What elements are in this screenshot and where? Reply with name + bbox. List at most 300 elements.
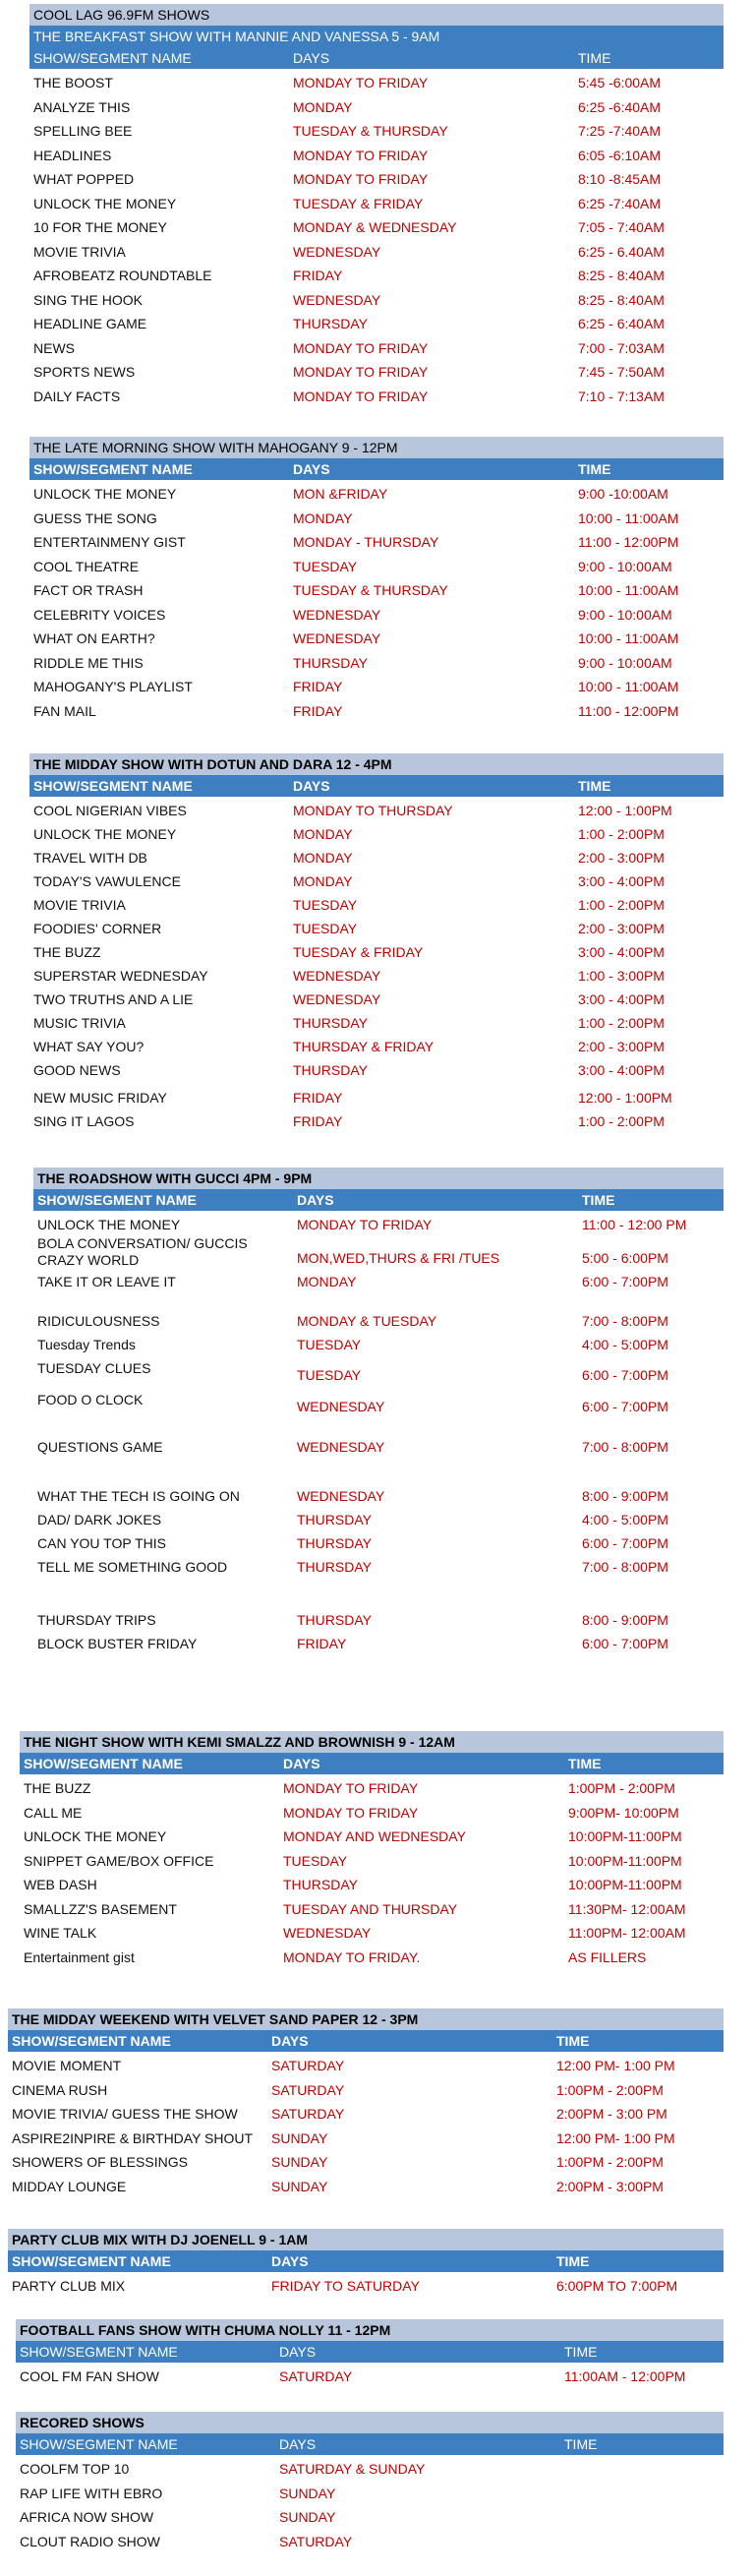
table-row	[20, 1946, 724, 1969]
segment-time: 2:00 - 3:00PM	[578, 1039, 665, 1054]
segment-time: 7:00 - 7:03AM	[578, 339, 665, 356]
segment-time: 6:25 -6:40AM	[578, 98, 662, 115]
segment-days: TUESDAY	[297, 1367, 362, 1383]
segment-name: WHAT ON EARTH?	[33, 630, 155, 646]
segment-name: SING THE HOOK	[33, 291, 143, 308]
segment-time: 3:00 - 4:00PM	[578, 873, 665, 889]
segment-days: THURSDAY	[283, 1877, 358, 1892]
column-header-days: DAYS	[271, 2253, 309, 2269]
segment-days: SUNDAY	[271, 2129, 328, 2146]
segment-time: 10:00PM-11:00PM	[568, 1852, 682, 1869]
segment-time: 5:45 -6:00AM	[578, 75, 662, 90]
segment-days: THURSDAY	[297, 1612, 372, 1628]
segment-days: FRIDAY	[293, 702, 343, 719]
segment-days: SUNDAY	[271, 2154, 328, 2170]
segment-name: WHAT SAY YOU?	[33, 1039, 145, 1054]
column-header	[8, 2030, 724, 2052]
section-title: RECORED SHOWS	[16, 2412, 724, 2433]
segment-days: TUESDAY	[283, 1852, 348, 1869]
table-row	[29, 675, 724, 698]
segment-days: MON,WED,THURS & FRI /TUES	[297, 1250, 500, 1266]
segment-days: SATURDAY	[279, 2533, 353, 2549]
segment-name: MOVIE TRIVIA/ GUESS THE SHOW	[12, 2106, 238, 2122]
segment-name: RIDICULOUSNESS	[37, 1313, 160, 1329]
table-row	[33, 1435, 724, 1459]
table-row	[29, 651, 724, 675]
segment-name: GOOD NEWS	[33, 1062, 121, 1078]
table-row	[20, 1897, 724, 1921]
segment-time: 5:00 - 6:00PM	[582, 1250, 668, 1266]
column-header-days: DAYS	[297, 1192, 334, 1208]
table-row	[33, 1632, 724, 1655]
segment-time: 6:25 - 6:40AM	[578, 316, 665, 331]
table-row	[20, 1873, 724, 1896]
column-header-days: DAYS	[293, 778, 330, 794]
segment-time: 4:00 - 5:00PM	[582, 1512, 668, 1528]
segment-days: MONDAY	[293, 850, 353, 866]
segment-name: FAN MAIL	[33, 702, 96, 719]
segment-name: SHOWERS OF BLESSINGS	[12, 2154, 188, 2170]
segment-name: GUESS THE SONG	[33, 509, 157, 526]
table-row	[29, 869, 724, 893]
segment-days: SUNDAY	[271, 2178, 328, 2194]
table-row	[29, 482, 724, 506]
segment-days: FRIDAY	[293, 1090, 343, 1106]
column-header-segment: SHOW/SEGMENT NAME	[12, 2033, 171, 2049]
segment-time: 9:00 - 10:00AM	[578, 606, 672, 623]
segment-time: 10:00 - 11:00AM	[578, 630, 679, 646]
segment-days: THURSDAY	[297, 1535, 372, 1551]
segment-days: MONDAY TO FRIDAY	[283, 1804, 419, 1821]
segment-days: TUESDAY & THURSDAY	[293, 123, 448, 139]
segment-time: 11:00PM- 12:00AM	[568, 1925, 686, 1941]
table-row	[29, 507, 724, 530]
column-header	[8, 2250, 724, 2272]
table-row	[33, 1309, 724, 1333]
table-row	[8, 2078, 724, 2102]
segment-time: 9:00 - 10:00AM	[578, 654, 672, 671]
segment-time: 3:00 - 4:00PM	[578, 944, 665, 960]
table-row	[29, 917, 724, 940]
segment-name: MOVIE TRIVIA	[33, 897, 126, 913]
column-header	[20, 1753, 724, 1774]
table-row	[33, 1388, 724, 1414]
segment-days: TUESDAY	[293, 921, 358, 936]
table-row	[29, 192, 724, 215]
segment-time: 1:00 - 3:00PM	[578, 968, 665, 984]
segment-name: THE BOOST	[33, 75, 113, 90]
segment-days: WEDNESDAY	[293, 968, 381, 984]
segment-time: 6:00 - 7:00PM	[582, 1274, 668, 1289]
table-row	[29, 530, 724, 554]
segment-name: QUESTIONS GAME	[37, 1439, 163, 1455]
section-title: THE ROADSHOW WITH GUCCI 4PM - 9PM	[33, 1168, 724, 1189]
section-title: PARTY CLUB MIX WITH DJ JOENELL 9 - 1AM	[8, 2229, 724, 2250]
table-row	[29, 360, 724, 384]
segment-name: THURSDAY TRIPS	[37, 1612, 156, 1628]
column-header-time: TIME	[556, 2033, 590, 2049]
segment-name: MOVIE TRIVIA	[33, 243, 126, 260]
table-row	[33, 1270, 724, 1293]
segment-time: 2:00PM - 3:00 PM	[556, 2106, 667, 2122]
segment-time: 6:00 - 7:00PM	[582, 1367, 668, 1383]
segment-name: SING IT LAGOS	[33, 1113, 135, 1129]
section-title: THE BREAKFAST SHOW WITH MANNIE AND VANESSA 5 - 9AM	[29, 26, 724, 47]
segment-time: 1:00PM - 2:00PM	[556, 2154, 664, 2170]
column-header-days: DAYS	[271, 2033, 309, 2049]
segment-days: FRIDAY	[297, 1636, 347, 1651]
table-row	[33, 1333, 724, 1356]
segment-name: TELL ME SOMETHING GOOD	[37, 1559, 228, 1575]
segment-time: 6:25 - 6.40AM	[578, 243, 665, 260]
table-row	[29, 167, 724, 191]
segment-name: RIDDLE ME THIS	[33, 654, 144, 671]
segment-days: MONDAY TO FRIDAY	[293, 147, 429, 163]
table-row	[29, 1035, 724, 1058]
table-row	[29, 1011, 724, 1035]
table-row	[29, 264, 724, 287]
segment-name: BOLA CONVERSATION/ GUCCIS CRAZY WORLD	[37, 1235, 248, 1268]
table-row	[8, 2054, 724, 2077]
segment-days: MONDAY	[293, 873, 353, 889]
segment-days: MONDAY TO FRIDAY	[293, 388, 429, 404]
segment-days: FRIDAY	[293, 1113, 343, 1129]
segment-days: FRIDAY	[293, 679, 343, 694]
segment-days: FRIDAY	[293, 268, 343, 283]
segment-name: TRAVEL WITH DB	[33, 850, 147, 866]
segment-days: FRIDAY TO SATURDAY	[271, 2278, 420, 2294]
column-header-time: TIME	[582, 1192, 615, 1208]
section-title: THE NIGHT SHOW WITH KEMI SMALZZ AND BROWNISH 9 - 12AM	[20, 1731, 724, 1753]
segment-name: THE BUZZ	[33, 944, 101, 960]
table-row	[33, 1508, 724, 1531]
column-header-time: TIME	[578, 778, 611, 794]
segment-name: UNLOCK THE MONEY	[33, 195, 177, 211]
segment-name: UNLOCK THE MONEY	[37, 1217, 181, 1232]
segment-days: WEDNESDAY	[293, 991, 381, 1007]
column-header-days: DAYS	[293, 461, 330, 477]
segment-time: 8:25 - 8:40AM	[578, 268, 665, 283]
segment-time: 1:00PM - 2:00PM	[556, 2081, 664, 2098]
segment-days: MONDAY	[293, 98, 353, 115]
segment-days: THURSDAY	[297, 1559, 372, 1575]
segment-time: 11:00AM - 12:00PM	[564, 2368, 686, 2384]
segment-name: WHAT POPPED	[33, 171, 135, 187]
segment-days: SATURDAY	[279, 2368, 353, 2384]
section-title: FOOTBALL FANS SHOW WITH CHUMA NOLLY 11 - 12PM	[16, 2319, 724, 2341]
segment-days: MONDAY AND WEDNESDAY	[283, 1828, 466, 1844]
segment-time: 9:00PM- 10:00PM	[568, 1804, 679, 1821]
segment-days: SUNDAY	[279, 2509, 336, 2525]
table-row	[29, 1109, 724, 1133]
segment-days: MONDAY	[293, 509, 353, 526]
segment-name: WINE TALK	[24, 1925, 97, 1941]
segment-name: BLOCK BUSTER FRIDAY	[37, 1636, 198, 1651]
segment-name: SPELLING BEE	[33, 123, 133, 139]
segment-time: 12:00 PM- 1:00 PM	[556, 2129, 675, 2146]
column-header-segment: SHOW/SEGMENT NAME	[33, 461, 193, 477]
segment-days: THURSDAY & FRIDAY	[293, 1039, 434, 1054]
segment-days: MONDAY TO THURSDAY	[293, 803, 453, 818]
column-header-days: DAYS	[279, 2436, 317, 2452]
table-row	[16, 2457, 724, 2481]
segment-time: 6:25 -7:40AM	[578, 195, 662, 211]
segment-name: CINEMA RUSH	[12, 2081, 108, 2098]
segment-time: 2:00 - 3:00PM	[578, 850, 665, 866]
segment-days: MONDAY - THURSDAY	[293, 534, 439, 550]
segment-time: 11:30PM- 12:00AM	[568, 1900, 686, 1917]
table-row	[29, 578, 724, 602]
segment-name: CELEBRITY VOICES	[33, 606, 166, 623]
table-row	[29, 988, 724, 1011]
table-row	[29, 555, 724, 578]
segment-days: MONDAY TO FRIDAY	[293, 364, 429, 380]
column-header	[29, 458, 724, 480]
segment-name: Tuesday Trends	[37, 1337, 136, 1352]
segment-days: SATURDAY & SUNDAY	[279, 2461, 426, 2477]
segment-name: COOL FM FAN SHOW	[20, 2368, 159, 2384]
column-header	[29, 47, 724, 69]
column-header-time: TIME	[578, 50, 611, 66]
segment-name: DAILY FACTS	[33, 388, 121, 404]
segment-name: ANALYZE THIS	[33, 98, 131, 115]
segment-name: COOL NIGERIAN VIBES	[33, 803, 187, 818]
segment-days: THURSDAY	[297, 1512, 372, 1528]
segment-name: FOODIES' CORNER	[33, 921, 162, 936]
column-header	[33, 1189, 724, 1211]
segment-time: 6:00PM TO 7:00PM	[556, 2278, 678, 2294]
column-header-segment: SHOW/SEGMENT NAME	[33, 778, 193, 794]
table-row	[29, 144, 724, 167]
table-row	[8, 2175, 724, 2198]
segment-time: 6:00 - 7:00PM	[582, 1535, 668, 1551]
segment-time: 11:00 - 12:00 PM	[582, 1217, 687, 1232]
table-row	[8, 2150, 724, 2174]
table-row	[29, 215, 724, 239]
table-row	[16, 2505, 724, 2529]
segment-days: WEDNESDAY	[297, 1399, 385, 1414]
segment-name: Entertainment gist	[24, 1948, 135, 1965]
segment-name: CLOUT RADIO SHOW	[20, 2533, 160, 2549]
table-row	[29, 964, 724, 988]
section-title: THE LATE MORNING SHOW WITH MAHOGANY 9 - 12PM	[29, 437, 724, 458]
table-row	[20, 1849, 724, 1873]
segment-name: UNLOCK THE MONEY	[33, 486, 177, 502]
segment-name: SUPERSTAR WEDNESDAY	[33, 968, 208, 984]
segment-name: 10 FOR THE MONEY	[33, 219, 167, 235]
segment-name: ASPIRE2INPIRE & BIRTHDAY SHOUT	[12, 2129, 254, 2146]
segment-days: WEDNESDAY	[297, 1488, 385, 1504]
segment-name: DAD/ DARK JOKES	[37, 1512, 162, 1528]
column-header	[16, 2433, 724, 2455]
segment-name: HEADLINES	[33, 147, 112, 163]
segment-time: 1:00 - 2:00PM	[578, 1113, 665, 1129]
segment-name: TWO TRUTHS AND A LIE	[33, 991, 194, 1007]
table-row	[33, 1213, 724, 1236]
segment-days: WEDNESDAY	[293, 630, 381, 646]
table-row	[29, 119, 724, 143]
column-header-time: TIME	[578, 461, 611, 477]
segment-time: 7:05 - 7:40AM	[578, 219, 665, 235]
table-row	[20, 1776, 724, 1800]
segment-time: 9:00 -10:00AM	[578, 486, 668, 502]
table-row	[29, 1058, 724, 1082]
segment-time: 7:45 - 7:50AM	[578, 364, 665, 380]
segment-time: 1:00 - 2:00PM	[578, 897, 665, 913]
segment-days: THURSDAY	[293, 1015, 368, 1031]
column-header-segment: SHOW/SEGMENT NAME	[20, 2344, 178, 2360]
table-row	[29, 288, 724, 312]
table-row	[33, 1484, 724, 1508]
table-row	[29, 940, 724, 964]
segment-name: HEADLINE GAME	[33, 316, 147, 331]
segment-time: 8:10 -8:45AM	[578, 171, 662, 187]
column-header-time: TIME	[568, 1756, 602, 1771]
segment-days: SATURDAY	[271, 2058, 345, 2073]
segment-days: WEDNESDAY	[297, 1439, 385, 1455]
table-row	[29, 71, 724, 94]
segment-days: MON &FRIDAY	[293, 486, 388, 502]
segment-days: TUESDAY AND THURSDAY	[283, 1900, 458, 1917]
segment-time: 7:00 - 8:00PM	[582, 1439, 668, 1455]
segment-time: 7:10 - 7:13AM	[578, 388, 665, 404]
segment-name: CALL ME	[24, 1804, 83, 1821]
segment-name: MIDDAY LOUNGE	[12, 2178, 127, 2194]
table-row	[20, 1921, 724, 1945]
column-header-segment: SHOW/SEGMENT NAME	[24, 1756, 183, 1771]
segment-time: 10:00PM-11:00PM	[568, 1828, 682, 1844]
segment-time: AS FILLERS	[568, 1948, 647, 1965]
segment-days: SATURDAY	[271, 2081, 345, 2098]
column-header	[16, 2341, 724, 2363]
segment-name: THE BUZZ	[24, 1780, 91, 1796]
column-header	[29, 775, 724, 797]
table-row	[29, 846, 724, 869]
segment-time: 10:00 - 11:00AM	[578, 679, 679, 694]
segment-name: UNLOCK THE MONEY	[33, 826, 177, 842]
section-title: THE MIDDAY WEEKEND WITH VELVET SAND PAPER 12 - 3PM	[8, 2008, 724, 2030]
segment-name: FOOD O CLOCK	[37, 1392, 144, 1408]
segment-days: MONDAY TO FRIDAY	[293, 339, 429, 356]
table-row	[33, 1531, 724, 1555]
segment-days: MONDAY TO FRIDAY	[293, 171, 429, 187]
column-header-segment: SHOW/SEGMENT NAME	[33, 50, 192, 66]
segment-time: 6:00 - 7:00PM	[582, 1399, 668, 1414]
segment-days: TUESDAY & FRIDAY	[293, 195, 424, 211]
table-row	[33, 1234, 724, 1272]
table-row	[16, 2530, 724, 2553]
segment-name: FACT OR TRASH	[33, 582, 144, 598]
segment-days: MONDAY & WEDNESDAY	[293, 219, 457, 235]
segment-days: MONDAY TO FRIDAY	[297, 1217, 433, 1232]
segment-days: MONDAY TO FRIDAY	[283, 1780, 419, 1796]
segment-time: 6:05 -6:10AM	[578, 147, 662, 163]
column-header-time: TIME	[564, 2436, 598, 2452]
segment-time: 7:25 -7:40AM	[578, 123, 662, 139]
segment-name: WEB DASH	[24, 1877, 97, 1892]
segment-days: MONDAY	[297, 1274, 357, 1289]
segment-name: SMALLZZ'S BASEMENT	[24, 1900, 177, 1917]
segment-days: TUESDAY & THURSDAY	[293, 582, 448, 598]
table-row	[16, 2482, 724, 2505]
segment-time: 12:00 PM- 1:00 PM	[556, 2058, 675, 2073]
segment-time: 1:00PM - 2:00PM	[568, 1780, 675, 1796]
column-header-segment: SHOW/SEGMENT NAME	[20, 2436, 178, 2452]
segment-time: 10:00 - 11:00AM	[578, 582, 679, 598]
segment-name: UNLOCK THE MONEY	[24, 1828, 167, 1844]
segment-time: 11:00 - 12:00PM	[578, 534, 679, 550]
segment-time: 3:00 - 4:00PM	[578, 1062, 665, 1078]
segment-name: TODAY'S VAWULENCE	[33, 873, 181, 889]
segment-name: MUSIC TRIVIA	[33, 1015, 126, 1031]
segment-days: WEDNESDAY	[293, 606, 381, 623]
column-header-segment: SHOW/SEGMENT NAME	[12, 2253, 171, 2269]
table-row	[29, 699, 724, 723]
segment-name: COOLFM TOP 10	[20, 2461, 130, 2477]
segment-days: SUNDAY	[279, 2485, 336, 2501]
segment-time: 8:00 - 9:00PM	[582, 1612, 668, 1628]
segment-name: COOL THEATRE	[33, 558, 140, 574]
table-row	[33, 1356, 724, 1383]
segment-time: 12:00 - 1:00PM	[578, 1090, 672, 1106]
segment-name: PARTY CLUB MIX	[12, 2278, 126, 2294]
page-title: COOL LAG 96.9FM SHOWS	[29, 4, 724, 26]
segment-days: MONDAY TO FRIDAY	[293, 75, 429, 90]
segment-days: TUESDAY	[297, 1337, 362, 1352]
segment-time: 11:00 - 12:00PM	[578, 702, 679, 719]
segment-time: 1:00 - 2:00PM	[578, 826, 665, 842]
segment-days: WEDNESDAY	[283, 1925, 372, 1941]
segment-days: MONDAY TO FRIDAY.	[283, 1948, 421, 1965]
table-row	[29, 893, 724, 917]
segment-days: TUESDAY	[293, 897, 358, 913]
column-header-segment: SHOW/SEGMENT NAME	[37, 1192, 197, 1208]
table-row	[8, 2102, 724, 2126]
segment-time: 4:00 - 5:00PM	[582, 1337, 668, 1352]
column-header-days: DAYS	[283, 1756, 320, 1771]
segment-time: 9:00 - 10:00AM	[578, 558, 672, 574]
segment-days: THURSDAY	[293, 654, 368, 671]
segment-name: TAKE IT OR LEAVE IT	[37, 1274, 176, 1289]
table-row	[20, 1801, 724, 1825]
segment-name: ENTERTAINMENY GIST	[33, 534, 186, 550]
segment-time: 6:00 - 7:00PM	[582, 1636, 668, 1651]
segment-time: 1:00 - 2:00PM	[578, 1015, 665, 1031]
segment-name: TUESDAY CLUES	[37, 1360, 151, 1376]
segment-time: 10:00PM-11:00PM	[568, 1877, 682, 1892]
segment-days: WEDNESDAY	[293, 243, 381, 260]
segment-time: 8:00 - 9:00PM	[582, 1488, 668, 1504]
table-row	[8, 2127, 724, 2150]
table-row	[20, 1825, 724, 1848]
segment-days: MONDAY	[293, 826, 353, 842]
table-row	[29, 312, 724, 335]
segment-time: 2:00 - 3:00PM	[578, 921, 665, 936]
table-row	[29, 822, 724, 846]
table-row	[33, 1608, 724, 1632]
table-row	[29, 603, 724, 627]
segment-name: SNIPPET GAME/BOX OFFICE	[24, 1852, 214, 1869]
table-row	[29, 95, 724, 119]
column-header-days: DAYS	[293, 50, 330, 66]
segment-days: WEDNESDAY	[293, 291, 381, 308]
segment-time: 3:00 - 4:00PM	[578, 991, 665, 1007]
column-header-days: DAYS	[279, 2344, 317, 2360]
segment-days: SATURDAY	[271, 2106, 345, 2122]
table-row	[29, 385, 724, 408]
segment-time: 7:00 - 8:00PM	[582, 1559, 668, 1575]
segment-name: MOVIE MOMENT	[12, 2058, 122, 2073]
